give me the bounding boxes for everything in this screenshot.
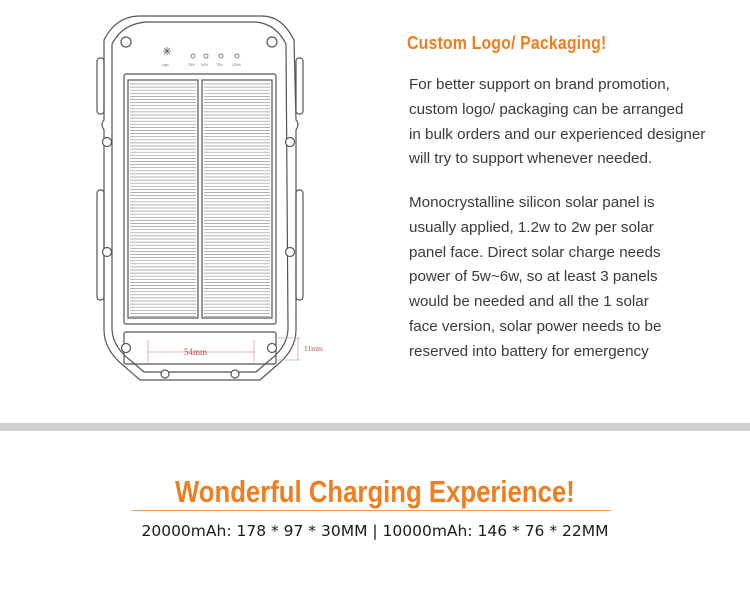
led-label-3: 75% bbox=[216, 63, 224, 67]
charging-title-text: Wonderful Charging Experience! bbox=[175, 474, 575, 509]
screw-bottom-left bbox=[122, 344, 131, 353]
paragraph-line: will try to support whenever needed. bbox=[409, 150, 653, 168]
paragraph-line: For better support on brand promotion, bbox=[409, 76, 670, 93]
section-divider bbox=[0, 423, 750, 431]
screw-left-2 bbox=[103, 248, 112, 257]
left-bumper-upper bbox=[97, 58, 104, 114]
screw-bottom-2 bbox=[231, 370, 239, 378]
logo-icon bbox=[163, 47, 171, 55]
custom-logo-title: Custom Logo/ Packaging! bbox=[407, 33, 607, 53]
width-dimension-label: 54mm bbox=[184, 347, 208, 357]
led-label-1: 25% bbox=[188, 63, 196, 67]
paragraph-line: panel face. Direct solar charge needs bbox=[409, 243, 661, 261]
led-label-2: 50% bbox=[201, 63, 209, 67]
screw-left-1 bbox=[103, 138, 112, 147]
led-3 bbox=[219, 54, 223, 58]
screw-top-right bbox=[267, 37, 277, 47]
charging-title bbox=[0, 474, 750, 510]
paragraph-line: custom logo/ packaging can be arranged bbox=[409, 100, 684, 118]
led-1 bbox=[191, 54, 195, 58]
led-4 bbox=[235, 54, 239, 58]
depth-dimension-label: 11mm bbox=[304, 344, 323, 353]
paragraph-line: in bulk orders and our experienced designer bbox=[409, 125, 706, 143]
led-2 bbox=[204, 54, 208, 58]
capacity-specs: 20000mAh: 178 * 97 * 30MM | 10000mAh: 146 * 76 * 22MM bbox=[141, 522, 609, 540]
paragraph-line: would be needed and all the 1 solar bbox=[409, 293, 649, 311]
screw-top-left bbox=[121, 37, 131, 47]
paragraph-line: face version, solar power needs to be bbox=[409, 317, 662, 335]
custom-logo-paragraph bbox=[409, 73, 705, 172]
paragraph-line: Monocrystalline silicon solar panel is bbox=[409, 194, 655, 211]
left-bumper-lower bbox=[97, 190, 104, 300]
right-bumper-lower bbox=[296, 190, 303, 300]
paragraph-line: reserved into battery for emergency bbox=[409, 342, 649, 360]
solar-panel-paragraph bbox=[409, 191, 661, 365]
logo-label: logo bbox=[162, 63, 169, 67]
outer-casing bbox=[102, 16, 298, 380]
paragraph-line: power of 5w~6w, so at least 3 panels bbox=[409, 268, 658, 286]
right-bumper-upper bbox=[296, 58, 303, 114]
power-bank-drawing bbox=[0, 0, 400, 400]
screw-bottom-1 bbox=[161, 370, 169, 378]
screw-right-1 bbox=[286, 138, 295, 147]
paragraph-line: usually applied, 1.2w to 2w per solar bbox=[409, 218, 654, 236]
title-underline bbox=[131, 510, 611, 511]
screw-right-2 bbox=[286, 248, 295, 257]
screw-bottom-right bbox=[268, 344, 277, 353]
led-label-4: 100% bbox=[232, 63, 241, 67]
